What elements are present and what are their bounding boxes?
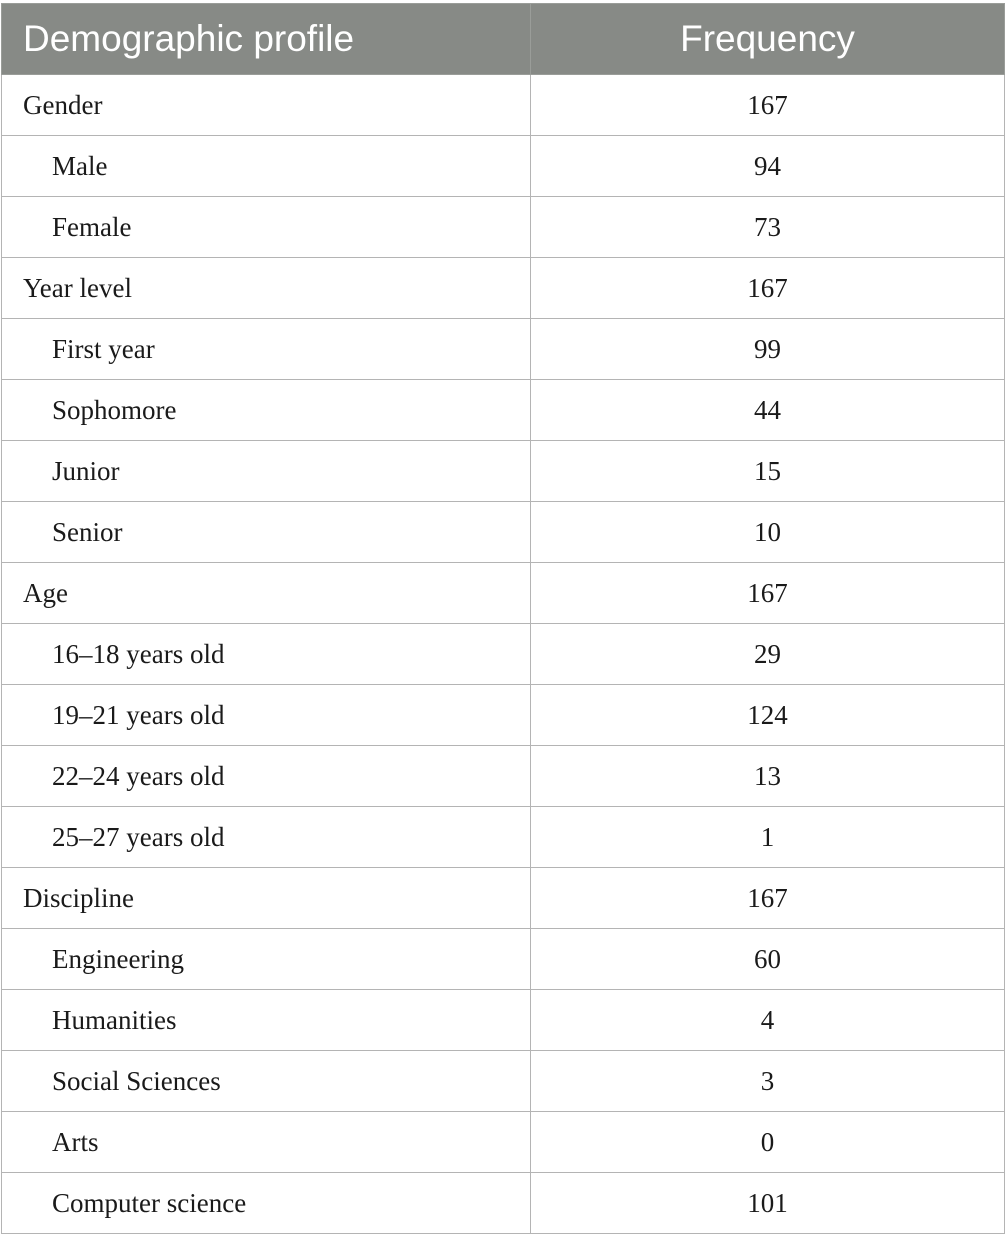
subcategory-label: Male [2,136,531,197]
subcategory-label: First year [2,319,531,380]
subcategory-label: 16–18 years old [2,624,531,685]
subcategory-row [2,380,1005,441]
subcategory-label: 22–24 years old [2,746,531,807]
frequency-value: 29 [531,624,1005,685]
subcategory-label: Female [2,197,531,258]
subcategory-row [2,136,1005,197]
frequency-value: 94 [531,136,1005,197]
subcategory-row [2,1051,1005,1112]
frequency-value: 167 [531,563,1005,624]
header-row [2,4,1005,75]
subcategory-row [2,502,1005,563]
frequency-value: 10 [531,502,1005,563]
frequency-value: 0 [531,1112,1005,1173]
frequency-value: 101 [531,1173,1005,1234]
subcategory-row [2,1173,1005,1234]
table-body [2,75,1005,1234]
demographic-table [1,3,1005,1234]
category-row [2,563,1005,624]
header-frequency: Frequency [531,4,1005,75]
frequency-value: 167 [531,868,1005,929]
subcategory-row [2,807,1005,868]
subcategory-label: 19–21 years old [2,685,531,746]
category-label: Year level [2,258,531,319]
category-row [2,75,1005,136]
subcategory-row [2,624,1005,685]
subcategory-label: Humanities [2,990,531,1051]
subcategory-row [2,929,1005,990]
category-label: Gender [2,75,531,136]
frequency-value: 99 [531,319,1005,380]
subcategory-row [2,441,1005,502]
subcategory-row [2,990,1005,1051]
frequency-value: 13 [531,746,1005,807]
subcategory-row [2,1112,1005,1173]
frequency-value: 124 [531,685,1005,746]
table-header [2,4,1005,75]
subcategory-label: Senior [2,502,531,563]
frequency-value: 15 [531,441,1005,502]
subcategory-row [2,319,1005,380]
frequency-value: 167 [531,75,1005,136]
frequency-value: 60 [531,929,1005,990]
subcategory-label: 25–27 years old [2,807,531,868]
subcategory-row [2,685,1005,746]
category-row [2,868,1005,929]
subcategory-label: Sophomore [2,380,531,441]
header-demographic-profile: Demographic profile [2,4,531,75]
subcategory-row [2,197,1005,258]
frequency-value: 3 [531,1051,1005,1112]
category-label: Discipline [2,868,531,929]
category-row [2,258,1005,319]
frequency-value: 4 [531,990,1005,1051]
subcategory-label: Engineering [2,929,531,990]
frequency-value: 167 [531,258,1005,319]
frequency-value: 1 [531,807,1005,868]
subcategory-label: Computer science [2,1173,531,1234]
frequency-value: 44 [531,380,1005,441]
category-label: Age [2,563,531,624]
subcategory-label: Social Sciences [2,1051,531,1112]
subcategory-label: Arts [2,1112,531,1173]
frequency-value: 73 [531,197,1005,258]
subcategory-row [2,746,1005,807]
subcategory-label: Junior [2,441,531,502]
